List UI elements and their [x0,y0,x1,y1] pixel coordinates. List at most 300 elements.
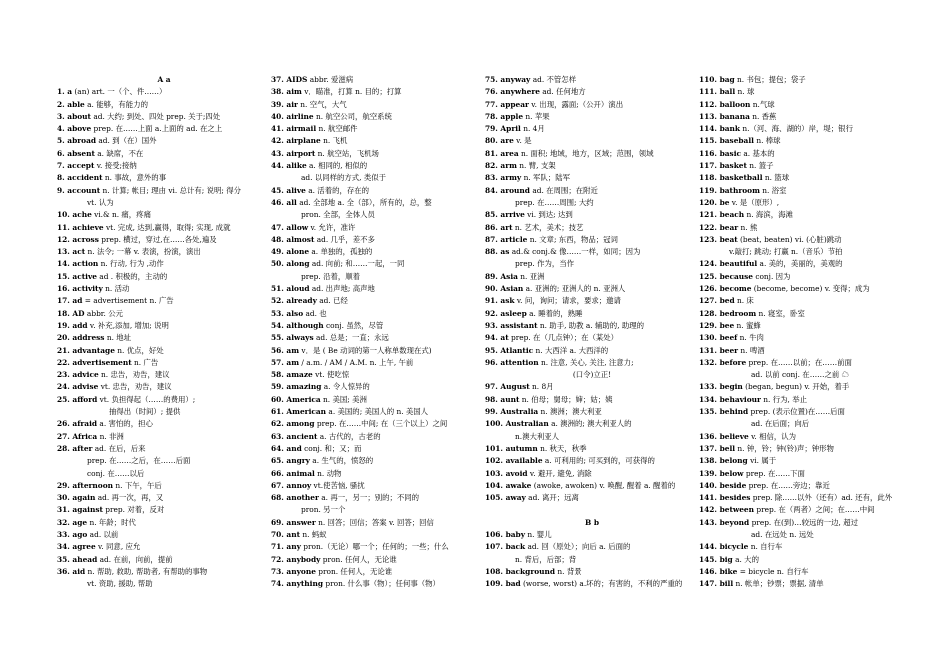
entry-definition: ad. 离开；远离 [525,493,579,503]
entry-headword: 106. baby [485,529,525,539]
entry-headword: 126. become [699,284,752,294]
entry-definition: = bicycle n. 自行车 [737,566,809,576]
entry-definition: n. 秋天，秋季 [537,443,587,453]
entry-headword: 121. beach [699,210,745,220]
entry-definition: a. 相同的, 相似的 [306,161,368,171]
entry-headword: 107. back [485,542,526,552]
entry-headword: 41. airmail [271,124,317,134]
vocab-entry [485,468,699,480]
entry-definition: prep. 在（几点钟）；在（某处） [508,333,619,343]
vocab-entry [57,258,271,270]
entry-definition: ad. 也 [303,308,327,318]
entry-definition: n. 帮助, 救助, 帮助者, 有帮助的事物 [85,566,208,576]
entry-continuation: vt. 资助, 援助, 帮助 [87,579,153,589]
entry-headword: 101. autumn [485,443,538,453]
vocab-entry [485,123,699,135]
entry-headword: 90. Asian [485,284,524,294]
entry-headword: 98. aunt [485,394,520,404]
vocab-entry [57,234,271,246]
entry-headword: 114. bank [699,124,741,134]
entry-headword: 117. basket [699,161,747,171]
vocab-entry [699,480,913,492]
entry-definition: a. 令人惊异的 [321,382,370,392]
entry-definition: vi. 属于 [747,456,777,466]
vocab-entry [271,529,485,541]
entry-definition: n. 法令; 一幕 v. 表演，扮演，演出 [85,247,201,257]
entry-definition: n. 浴室 [759,185,787,195]
entry-headword: 135. behind [699,407,749,417]
entry-headword: 42. airplane [271,136,321,146]
vocab-entry [699,160,913,172]
vocab-entry [57,394,271,406]
entry-headword: 100. Australian [485,419,549,429]
entry-headword: 45. alive [271,185,306,195]
entry-headword: 24. advise [57,382,99,392]
entry-headword: 83. army [485,173,522,183]
vocab-entry [271,308,485,320]
entry-headword: 29. afternoon [57,480,114,490]
entry-definition: conj. 虽然，尽管 [323,320,384,330]
entry-definition: n. 非洲 [97,431,124,441]
entry-continuation: prep. 在……周围; 大约 [515,197,594,207]
entry-headword: 143. beyond [699,517,750,527]
entry-definition: ad. 出声地; 高声地 [309,284,375,294]
vocab-entry [699,99,913,111]
entry-headword: 32. age [57,517,88,527]
entry-definition: prep. 在……中间; 在（三个以上）之间 [314,419,448,429]
entry-headword: 124. beautiful [699,259,758,269]
entry-headword: 146. bike [699,566,738,576]
entry-headword: 62. among [271,419,315,429]
entry-continuation: n.澳大利亚人 [515,431,560,441]
entry-headword: 130. beef [699,333,738,343]
vocab-entry [699,222,913,234]
vocab-entry [271,480,485,492]
entry-headword: 87. article [485,234,528,244]
entry-continuation: 抽得出（时间）; 提供 [109,407,181,417]
entry-definition: v. 避开, 避免, 消除 [527,468,592,478]
vocab-entry [485,99,699,111]
entry-definition: n. 地址 [104,333,132,343]
vocab-entry [271,74,485,86]
vocab-entry [57,185,271,197]
vocab-entry [699,123,913,135]
entry-headword: 43. airport [271,148,316,158]
vocab-entry [271,345,485,357]
vocab-entry [485,222,699,234]
entry-definition: n. 广告 [131,357,159,367]
entry-definition: n. 蜜蜂 [734,320,761,330]
vocab-entry [485,566,699,578]
entry-headword: 47. allow [271,222,309,232]
entry-definition: v. 问，询问；请求，要求；邀请 [514,296,621,306]
entry-continuation: n. 背后，后部；背 [515,554,577,564]
column-2 [271,74,485,672]
entry-continuation: pron. 另一个 [301,505,346,515]
vocab-entry [271,123,485,135]
vocab-entry [699,135,913,147]
vocab-entry [699,234,913,246]
entry-headword: 110. bag [699,75,735,84]
vocab-entry [271,111,485,123]
vocab-entry [57,529,271,541]
entry-definition: ad. 再一次，再，又 [95,493,164,503]
entry-headword: 14. action [57,259,99,269]
vocab-entry [57,554,271,566]
entry-headword: 31. against [57,505,103,515]
entry-continuation: vt. 认为 [87,197,114,207]
entry-definition: pron. 任何人，无论谁 [315,566,393,576]
vocab-entry [699,578,913,590]
entry-headword: 108. background [485,566,556,576]
vocab-entry [271,234,485,246]
entry-definition: ad. 向前; 和……一起，一同 [309,259,405,269]
entry-definition: n. 回答；回信；答案 v. 回答；回信 [315,517,434,527]
entry-headword: 38. aim [271,87,302,97]
entry-headword: 1. a [57,87,73,97]
entry-headword: 65. angry [271,456,310,466]
vocab-entry [57,308,271,320]
vocab-entry [57,517,271,529]
entry-headword: 28. after [57,443,93,453]
entry-definition: a. 活着的，存在的 [305,185,370,195]
vocab-entry [271,357,485,369]
vocab-entry [271,332,485,344]
entry-definition: ad. 大约; 到处、四处 prep. 关于;四处 [90,111,221,121]
entry-headword: 81. area [485,148,519,158]
entry-definition: v. 同意, 应允 [95,542,141,552]
entry-definition: vt.使苦恼, 骚扰 [311,480,365,490]
entry-definition: prep. 对着，反对 [102,505,165,515]
entry-headword: 115. baseball [699,136,754,146]
entry-headword: 139. below [699,468,744,478]
vocab-entry [57,443,271,455]
entry-headword: 34. agree [57,542,96,552]
entry-headword: 82. arm [485,161,517,171]
entry-definition: conj. 因为 [752,271,791,281]
entry-definition: n. 臂, 支架 [516,161,556,171]
vocab-entry [485,160,699,172]
entry-definition: n. 亚洲 [517,271,545,281]
entry-headword: 7. accept [57,161,95,171]
entry-definition: a. 大的 [732,554,759,564]
entry-definition: prep. 除……以外（还有）ad. 还有，此外 [750,493,893,503]
entry-headword: 22. advertisement [57,357,132,367]
entry-definition: n. 8月 [529,382,554,392]
entry-definition: n. 伯母；舅母；婶；姑；姨 [519,394,613,404]
entry-headword: 147. bill [699,579,734,589]
entry-definition: a. 澳洲的; 澳大利亚人的 [548,419,632,429]
vocab-entry [271,197,485,209]
entry-headword: 12. across [57,234,99,244]
entry-definition: n. 文章; 东西，物品；冠词 [527,234,618,244]
vocab-entry [699,197,913,209]
vocab-entry [699,455,913,467]
entry-definition: (worse, worst) a.坏的；有害的，不利的严重的 [520,579,683,589]
entry-continuation: v.敲打; 跳动; 打赢 n.（音乐）节拍 [729,247,843,257]
vocab-entry [271,160,485,172]
entry-definition: prep. 在……下面 [743,468,805,478]
vocab-entry [271,566,485,578]
entry-definition: n. 澳洲；澳大利亚 [538,407,602,417]
entry-definition: (an) art. 一（个、件……） [72,87,167,97]
entry-headword: 11. achieve [57,222,104,232]
vocab-entry [271,492,485,504]
entry-definition: vi.& n. 痛，疼痛 [91,210,151,220]
entry-definition: n. 计算; 帐目; 理由 vi. 总计有; 说明; 得分 [100,185,242,195]
entry-headword: 120. be [699,197,730,207]
vocab-entry [699,320,913,332]
vocab-entry [271,320,485,332]
entry-headword: 123. beat [699,234,738,244]
entry-definition: n. 优点，好处 [114,345,164,355]
vocab-entry [271,541,485,553]
vocab-entry [699,271,913,283]
vocab-entry [57,135,271,147]
entry-headword: 69. answer [271,517,316,527]
entry-definition: n. 活动 [102,284,130,294]
entry-definition: n. 动物 [314,468,342,478]
vocab-entry [57,369,271,381]
entry-headword: 19. add [57,320,88,330]
vocab-entry [271,258,485,270]
entry-definition: v. 是（原形）, [729,197,780,207]
entry-headword: 88. as [485,247,510,257]
vocab-entry [699,74,913,86]
entry-definition: a. 单独的，孤独的 [309,247,373,257]
vocab-entry [271,222,485,234]
vocab-entry [485,455,699,467]
vocab-entry [57,209,271,221]
entry-continuation: ad. 在远处 n. 远处 [751,529,814,539]
entry-definition: v. 接受;接纳 [94,161,137,171]
entry-definition: n. 飞机 [320,136,348,146]
entry-definition: prep. 在……上面 a.上面的 ad. 在之上 [91,124,223,134]
entry-headword: 72. anybody [271,554,321,564]
entry-definition: vt. 完成, 达到,赢得，取得; 实现, 成就 [103,222,231,232]
entry-headword: 86. art [485,222,513,232]
entry-definition: n. 书包；提包；袋子 [734,75,806,84]
vocab-entry [485,308,699,320]
entry-headword: 91. ask [485,296,515,306]
vocab-entry [485,381,699,393]
entry-continuation: ad. 以前 conj. 在……之前 ☁ [751,370,849,380]
entry-headword: 118. basketball [699,173,763,183]
entry-headword: 61. American [271,407,327,417]
vocab-entry [271,148,485,160]
entry-definition: n. 自行车 [748,542,783,552]
vocab-entry [57,332,271,344]
entry-definition: n. 棒球 [753,136,781,146]
entry-headword: 46. all [271,197,297,207]
vocab-entry [57,357,271,369]
vocab-entry [271,283,485,295]
entry-definition: v. 补充,添加, 增加; 说明 [87,320,169,330]
vocab-entry [271,455,485,467]
entry-headword: 56. am [271,345,300,355]
entry-definition: n. 军队；陆军 [521,173,570,183]
entry-headword: 77. appear [485,99,529,109]
entry-definition: n. 啤酒 [738,345,765,355]
entry-headword: 125. because [699,271,753,281]
entry-definition: ad. 回（原处）；向后 a. 后面的 [525,542,631,552]
entry-headword: 103. avoid [485,468,528,478]
entry-headword: 137. bell [699,443,736,453]
entry-headword: 21. advantage [57,345,115,355]
entry-headword: 113. banana [699,111,750,121]
entry-headword: 4. above [57,124,92,134]
entry-definition: v．瞄准，打算 n. 目的；打算 [301,87,402,97]
vocab-entry [271,406,485,418]
vocab-entry [57,504,271,516]
entry-definition: n. 航空公司，航空系统 [313,111,392,121]
vocab-entry [699,148,913,160]
entry-headword: 64. and [271,443,302,453]
entry-definition: n. 篮球 [762,173,790,183]
vocab-entry [485,283,699,295]
entry-definition: vt. 负担得起（……的费用）; [97,394,196,404]
entry-definition: n. 下午，午后 [113,480,162,490]
vocab-entry [485,357,699,369]
column-4 [699,74,913,672]
vocab-entry [271,394,485,406]
vocab-entry [485,345,699,357]
vocab-entry [271,295,485,307]
entry-definition: ad. 在后，后来 [92,443,146,453]
vocab-entry [271,554,485,566]
vocab-entry [699,504,913,516]
entry-definition: v. 是 [513,136,532,146]
entry-definition: n. 背景 [555,566,582,576]
entry-headword: 144. bicycle [699,542,749,552]
entry-headword: 18. AD [57,308,85,318]
vocab-entry [699,566,913,578]
entry-definition: n. 蚂蚁 [300,529,327,539]
entry-definition: ad. 全部地 a. 全（部），所有的，总，整 [296,197,432,207]
vocab-entry [485,480,699,492]
vocab-entry [485,271,699,283]
entry-headword: 54. although [271,320,324,330]
entry-continuation: (口令)立正! [572,370,612,380]
entry-headword: 99. Australia [485,407,539,417]
entry-definition: / a.m. / AM / A.M. n. 上午, 午前 [299,357,414,367]
entry-definition: n. 海滨，海滩 [744,210,793,220]
vocab-entry [57,86,271,98]
entry-headword: 33. ago [57,529,88,539]
entry-definition: a. 美的，美丽的，美观的 [757,259,843,269]
entry-headword: 92. asleep [485,308,527,318]
entry-headword: 27. Africa [57,431,98,441]
entry-headword: 13. act [57,247,86,257]
entry-definition: ad. 在周围；在附近 [529,185,598,195]
entry-headword: 132. before [699,357,747,367]
vocab-entry [485,74,699,86]
entry-headword: 112. balloon [699,99,751,109]
entry-definition: ad.& conj.& 像……一样，如同；因为 [509,247,641,257]
vocab-entry [271,578,485,590]
section-spacer [485,504,699,516]
entry-headword: 8. accident [57,173,103,183]
vocab-entry [57,271,271,283]
vocab-entry [271,418,485,430]
entry-definition: a. 美国的; 美国人的 n. 美国人 [326,407,429,417]
entry-headword: 23. advice [57,370,99,380]
entry-definition: a. 缺席，不在 [94,148,144,158]
entry-definition: (beat, beaten) vi. (心脏)跳动 [737,234,842,244]
entry-definition: abbr. 爱滋病 [307,75,354,84]
vocab-entry [699,394,913,406]
vocab-entry [485,529,699,541]
entry-definition: = advertisement n. 广告 [82,296,174,306]
entry-headword: 68. another [271,493,319,503]
entry-continuation: ad. 在后面；向后 [751,419,810,429]
vocab-entry [271,369,485,381]
entry-definition: n. 事故，意外的事 [102,173,167,183]
vocab-entry [485,332,699,344]
entry-headword: 73. anyone [271,566,316,576]
entry-headword: 57. am [271,357,300,367]
entry-headword: 129. bee [699,320,735,330]
vocab-entry [485,246,699,258]
vocab-entry [57,295,271,307]
entry-headword: 97. August [485,382,530,392]
vocab-entry [57,418,271,430]
vocab-entry [485,443,699,455]
vocab-entry [57,320,271,332]
entry-definition: n. 牛肉 [737,333,764,343]
vocab-entry [57,431,271,443]
entry-headword: 50. along [271,259,310,269]
entry-headword: 109. bad [485,579,521,589]
entry-headword: 3. about [57,111,91,121]
entry-definition: (awoke, awoken) v. 唤醒, 醒着 a. 醒着的 [531,480,676,490]
entry-definition: n. 空气，大气 [297,99,347,109]
entry-definition: n. 注意, 关心, 关注, 注意力; [538,357,634,367]
entry-definition: a. 害怕的，担心 [97,419,153,429]
vocab-entry [57,566,271,578]
entry-definition: pron. 什么事（物）；任何事（物） [323,579,440,589]
entry-headword: 134. behaviour [699,394,761,404]
entry-definition: n. 航空邮件 [316,124,358,134]
vocab-entry [699,345,913,357]
entry-headword: 35. ahead [57,554,98,564]
entry-definition: ad. 任何地方 [539,87,586,97]
entry-headword: 9. account [57,185,101,195]
entry-definition: n. 床 [734,296,754,306]
entry-definition: n. 大西洋 a. 大西洋的 [533,345,609,355]
entry-headword: 53. also [271,308,304,318]
vocab-entry [699,357,913,369]
vocab-entry [485,148,699,160]
vocab-entry [485,185,699,197]
vocab-entry [485,172,699,184]
entry-headword: 71. any [271,542,301,552]
vocab-entry [485,135,699,147]
vocab-entry [271,99,485,111]
entry-definition: ad. 在前，向前，提前 [97,554,173,564]
entry-headword: 58. amaze [271,370,313,380]
vocab-entry [699,258,913,270]
entry-definition: n. 篮子 [746,161,774,171]
section-heading: B b [585,517,599,527]
entry-definition: n. 球 [735,87,755,97]
entry-definition: conj. 和；又；而 [301,443,362,453]
entry-headword: 70. ant [271,529,301,539]
entry-definition: prep. 横过，穿过,在……各处,遍及 [98,234,217,244]
entry-headword: 78. apple [485,111,524,121]
vocab-entry [57,123,271,135]
entry-headword: 6. absent [57,148,95,158]
